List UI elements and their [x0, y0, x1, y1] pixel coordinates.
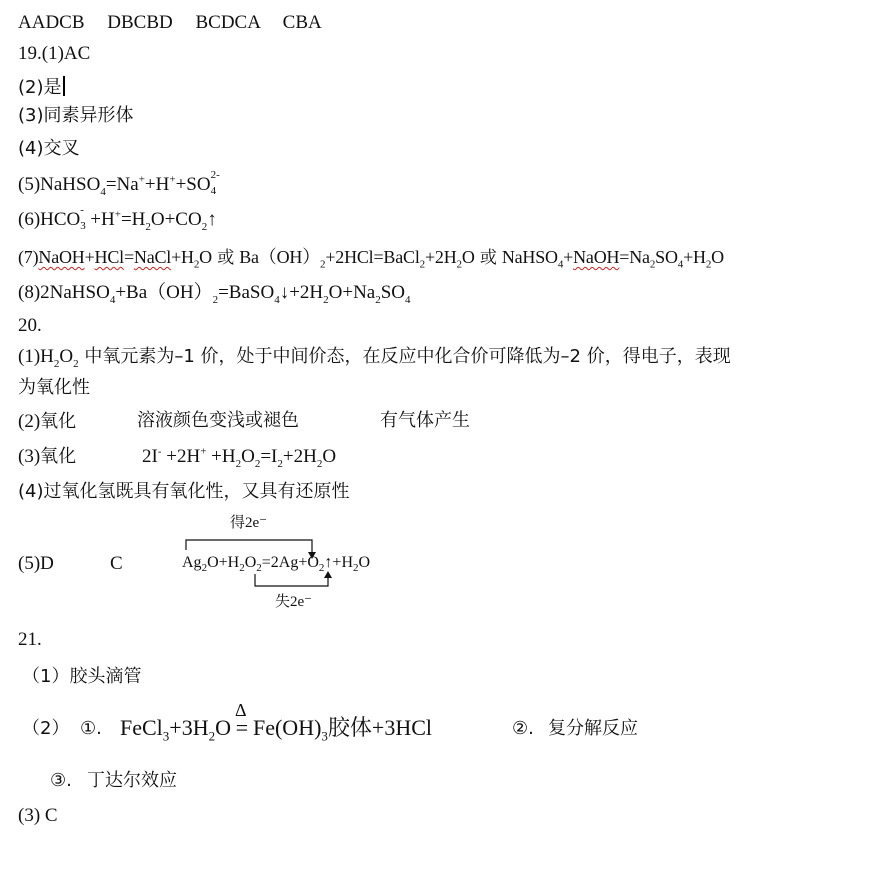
formula-part: O — [59, 346, 74, 367]
subscript: 2 — [456, 258, 462, 271]
heating-equals — [231, 700, 253, 740]
formula-part: + — [84, 247, 95, 267]
formula-part: +H — [171, 247, 194, 267]
q19-part6-equation — [18, 204, 217, 233]
charge: + — [200, 445, 207, 458]
subscript: 2 — [419, 258, 425, 271]
subscript: 2 — [208, 728, 216, 744]
q20-part1-label: (1) — [18, 346, 41, 367]
stacked-index — [210, 169, 223, 197]
formula-part: +3H — [169, 715, 209, 740]
q19-header: 19.(1)AC — [18, 43, 91, 64]
formula-part: NaOH — [573, 247, 620, 267]
formula-part: Ba（OH） — [239, 247, 320, 267]
electron-lose-label: 失2e⁻ — [275, 594, 313, 610]
charge: + — [169, 173, 176, 186]
subscript: 2 — [375, 293, 381, 306]
text-cursor — [63, 76, 65, 96]
q21-header: 21. — [18, 629, 42, 650]
subscript: 2 — [705, 258, 712, 271]
formula-part: NaCl — [133, 247, 172, 267]
formula-part: O — [358, 554, 371, 571]
formula-part: O — [322, 446, 337, 467]
formula-part: NaOH — [38, 247, 85, 267]
choice-group-4: CBA — [282, 12, 322, 33]
subscript: 2 — [277, 457, 283, 470]
stacked-index — [80, 204, 90, 232]
q20-part5-answer-d: (5)D — [18, 553, 54, 574]
charge: + — [138, 173, 145, 186]
formula-part: +H — [144, 174, 170, 195]
q19-part7-equation — [18, 247, 724, 271]
gain-arrow-line — [186, 540, 312, 554]
formula-part: NaHSO — [501, 247, 558, 267]
formula-part: Fe(OH) — [252, 715, 322, 740]
formula-part: =H — [120, 209, 146, 230]
or-word: 或 — [474, 248, 502, 268]
subscript: 2 — [256, 562, 262, 575]
q21-part2-item3-marker: ③. — [50, 770, 72, 791]
choice-group-2: DBCBD — [107, 12, 173, 33]
q20-part3-label: (3) — [18, 446, 41, 467]
q21-part2-label: （2） — [22, 718, 70, 739]
formula-part: +H — [683, 247, 706, 267]
q20-part3 — [18, 447, 76, 466]
formula-part: +2HCl=BaCl — [325, 247, 420, 267]
formula-part: +SO — [175, 174, 211, 195]
subscript: 4 — [210, 185, 217, 197]
q19-part2 — [18, 76, 65, 97]
q21-part2-item3-answer: 丁达尔效应 — [87, 770, 177, 791]
subscript: 4 — [677, 258, 684, 271]
subscript: 2 — [649, 258, 656, 271]
subscript: 4 — [405, 293, 411, 306]
q20-part2-label: (2) — [18, 411, 41, 432]
subscript: 4 — [274, 293, 280, 306]
subscript: 2 — [353, 562, 359, 575]
formula-part: =Na — [619, 247, 650, 267]
formula-part: SO — [380, 282, 406, 303]
formula-part: NaHSO — [40, 174, 101, 195]
charge: 2- — [210, 169, 220, 181]
q19-part5-equation — [18, 169, 223, 198]
q20-part2 — [18, 412, 76, 431]
subscript: 3 — [80, 220, 86, 232]
lose-arrowhead — [324, 571, 332, 578]
formula-part: +Ba（OH） — [115, 282, 213, 303]
formula-part: SO — [655, 247, 678, 267]
q20-part5-answer-c: C — [110, 553, 123, 574]
q20-part3-equation — [142, 445, 337, 470]
subscript: 2 — [201, 562, 208, 575]
q20-header: 20. — [18, 315, 42, 336]
formula-part: ↓+2H — [279, 282, 324, 303]
subscript: 2 — [323, 293, 329, 306]
formula-part: 2I — [142, 446, 158, 467]
q20-part5-equation — [182, 554, 371, 575]
subscript: 2 — [212, 293, 219, 306]
charge: + — [114, 208, 121, 221]
q19-part6-label: (6) — [18, 209, 41, 230]
subscript: 2 — [53, 357, 60, 370]
formula-part: 2NaHSO — [40, 282, 110, 303]
q20-part2-answer-c: 有气体产生 — [380, 410, 470, 431]
choice-group-1: AADCB — [18, 12, 85, 33]
formula-part: O+Na — [328, 282, 376, 303]
charge: - — [80, 204, 84, 216]
formula-part: +H — [206, 446, 236, 467]
formula-part: =Na — [105, 174, 139, 195]
subscript: 2 — [73, 357, 79, 370]
formula-part: +H — [90, 209, 115, 230]
formula-part: O — [244, 554, 257, 571]
subscript: 2 — [254, 457, 261, 470]
q20-part2-answer-a: 氧化 — [40, 411, 77, 432]
q20-part1-line2: 为氧化性 — [18, 377, 90, 398]
formula-part: H — [40, 346, 54, 367]
formula-part: O — [461, 247, 475, 267]
q21-part3: (3) C — [18, 805, 58, 826]
formula-part: + — [563, 247, 574, 267]
q21-part2-item1-marker: ①. — [80, 718, 102, 739]
q19-part2-text: (2)是 — [18, 77, 62, 98]
subscript: 2 — [239, 562, 245, 575]
or-word: 或 — [211, 248, 240, 268]
formula-part: O — [241, 446, 255, 467]
choice-answers-line — [18, 13, 322, 32]
q21-part2-reaction-type: 复分解反应 — [548, 718, 638, 739]
subscript: 2 — [193, 258, 200, 271]
q21-part2-equation — [120, 700, 433, 744]
q19-part4: (4)交叉 — [18, 138, 80, 159]
formula-part: ↑+H — [324, 554, 353, 571]
formula-part: O — [711, 247, 724, 267]
formula-part: +2H — [424, 247, 457, 267]
gas-arrow: ↑ — [207, 209, 217, 230]
q19-part8-equation — [18, 282, 411, 306]
formula-part: O+CO — [150, 209, 202, 230]
subscript: 3 — [162, 728, 170, 744]
q19-part8-label: (8) — [18, 282, 41, 303]
q19-part5-label: (5) — [18, 174, 41, 195]
q20-part1 — [18, 346, 731, 370]
formula-part: =2Ag+O — [261, 554, 319, 571]
formula-part: +2H — [161, 446, 201, 467]
formula-part: HCO — [40, 209, 81, 230]
formula-part: Ag — [182, 554, 202, 571]
q20-part4: (4)过氧化氢既具有氧化性，又具有还原性 — [18, 481, 350, 502]
q20-part1-text: 中氧元素为–1 价，处于中间价态，在反应中化合价可降低为–2 价，得电子，表现 — [78, 346, 731, 367]
formula-part: O+H — [207, 554, 240, 571]
formula-part: =I — [260, 446, 278, 467]
formula-part: HCl — [94, 247, 124, 267]
subscript: 2 — [320, 258, 326, 271]
q21-part2-item2-marker: ②. — [512, 718, 534, 739]
q19-part3: (3)同素异形体 — [18, 105, 134, 126]
formula-part: O — [215, 715, 231, 740]
formula-part: FeCl — [120, 715, 163, 740]
subscript: 4 — [100, 185, 106, 198]
lose-arrow-line — [255, 574, 328, 586]
formula-part: = — [235, 715, 249, 740]
q20-part3-answer: 氧化 — [40, 446, 77, 467]
subscript: 3 — [321, 728, 328, 744]
subscript: 2 — [145, 220, 151, 233]
formula-part: 胶体+3HCl — [327, 715, 433, 740]
formula-part: +2H — [282, 446, 317, 467]
subscript: 4 — [557, 258, 564, 271]
subscript: 2 — [318, 562, 325, 575]
q21-part1: （1）胶头滴管 — [22, 666, 142, 687]
electron-gain-label: 得2e⁻ — [230, 515, 268, 531]
subscript: 4 — [109, 293, 116, 306]
q20-part5 — [18, 554, 54, 573]
subscript: 2 — [235, 457, 242, 470]
charge: - — [157, 445, 162, 458]
subscript: 2 — [316, 457, 323, 470]
formula-part: O — [199, 247, 212, 267]
choice-group-3: BCDCA — [195, 12, 260, 33]
subscript: 2 — [201, 220, 208, 233]
formula-part: = — [123, 247, 134, 267]
formula-part: =BaSO — [218, 282, 275, 303]
heat-delta-icon: Δ — [234, 700, 247, 720]
q20-part2-answer-b: 溶液颜色变浅或褪色 — [137, 410, 299, 431]
q19-part7-label: (7) — [18, 247, 39, 267]
